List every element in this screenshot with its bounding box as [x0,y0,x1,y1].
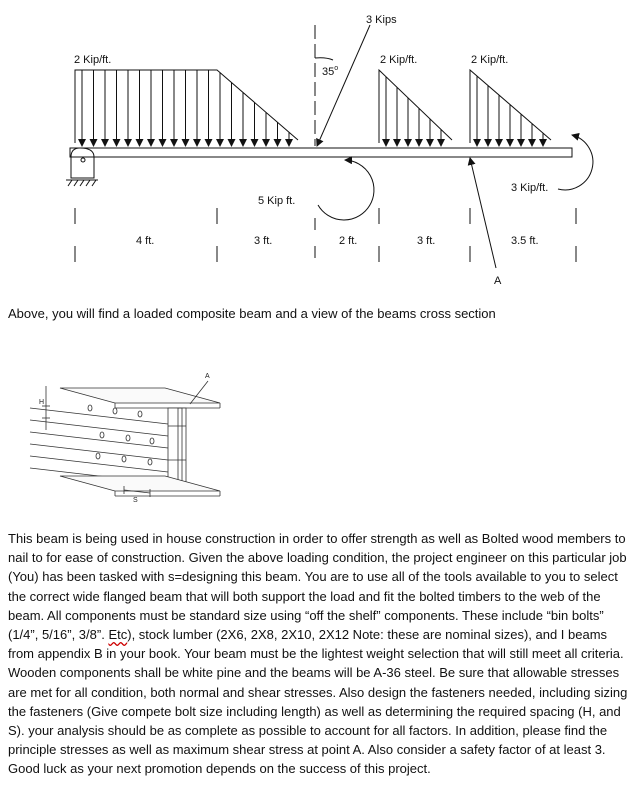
moment-right [558,135,593,190]
dist-load-left-label: 2 Kip/ft. [74,54,112,66]
point-load-arrow [315,25,370,146]
point-a-label: A [494,275,502,287]
moment-right-label: 3 Kip/ft. [511,182,549,194]
problem-statement [8,529,632,779]
cross-section-label-a: A [205,373,210,380]
distributed-load-middle [379,70,452,146]
beam-loading-diagram [0,0,640,300]
beam [70,148,572,157]
cross-section-label-h: H [39,399,45,406]
moment-left-label: 5 Kip ft. [258,195,296,207]
cross-section-label-s: S [133,497,138,504]
dimension-label: 3 ft. [254,235,273,247]
problem-text-part2: ), stock lumber (2X6, 2X8, 2X10, 2X12 Note: these are nominal sizes), and I beams from appendix B in your book. Your beam must be the lightest weight selection that will still meet all criteria. Wooden components shall be white pine and the beams will be A-36 steel. Be sure that allowable stresses are met for all condition, both normal and shear stresses. Also design the fasteners needed, including sizing the fasteners (Give compete bolt size including length) as well as determining the required spacing (H, and S). your analysis should be as complete as possible to account for all factors. In addition, please find the principle stresses as well as maximum shear stress at point A. Also consider a safety factor of at least 3. Good luck as your next promotion depends on the success of this project. [8,627,628,777]
moment-left [318,160,374,220]
dist-load-right-label: 2 Kip/ft. [471,54,509,66]
point-a-pointer [470,158,496,268]
point-load-label: 3 Kips [366,14,397,26]
dimension-label: 4 ft. [136,235,155,247]
distributed-load-left [75,70,298,146]
beam-cross-section-sketch [20,368,240,508]
spellcheck-word: Etc [108,627,128,643]
dimension-label: 3.5 ft. [511,235,539,247]
distributed-load-right [470,70,551,146]
diagram-caption: Above, you will find a loaded composite beam and a view of the beams cross section [8,306,496,321]
dist-load-mid-label: 2 Kip/ft. [380,54,418,66]
dimension-label: 3 ft. [417,235,436,247]
dimension-label: 2 ft. [339,235,358,247]
angle-label: 35$^o$ [322,65,339,78]
problem-text-part1: This beam is being used in house construction in order to offer strength as well as Bolted wood members to nail to for ease of construction. Given the above loading condition, the project engineer on this particular job (You) has been tasked with s=designing this beam. You are to use all of the tools available to you to select the correct wide flanged beam that will both support the load and fit the bolted timbers to the web of the beam. All components must be standard size using “off the shelf” components. These include “bin bolts” (1/4”, 5/16”, 3/8”. [8,531,627,643]
